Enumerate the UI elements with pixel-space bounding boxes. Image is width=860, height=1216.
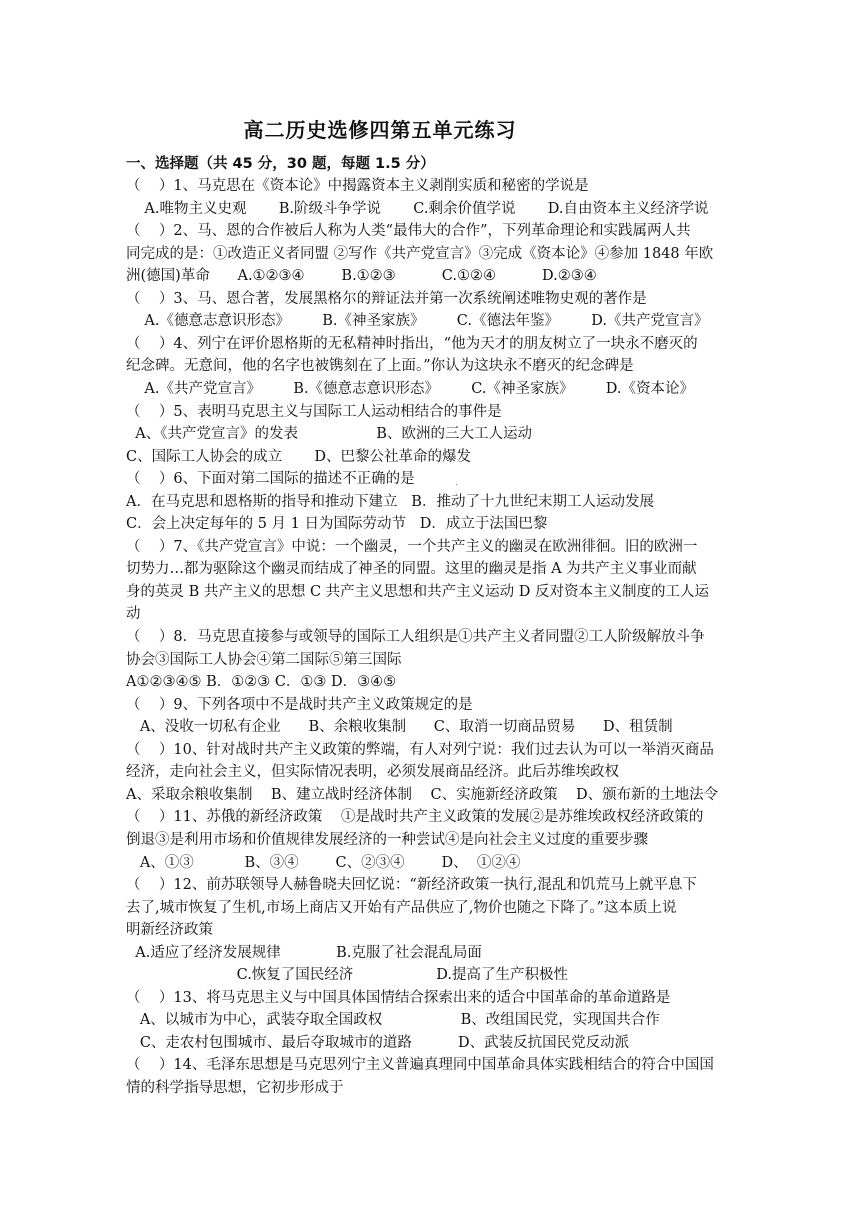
text-line: A、以城市为中心，武装夺取全国政权 B、改组国民党，实现国共合作 bbox=[126, 1012, 660, 1029]
text-line: 同完成的是：①改造正义者同盟 ②写作《共产党宣言》③完成《资本论》④参加 1848 年欧 bbox=[126, 245, 714, 262]
text-line: A、《共产党宣言》的发表 B、欧洲的三大工人运动 bbox=[126, 426, 532, 443]
text-line: C.恢复了国民经济 D.提高了生产积极性 bbox=[126, 967, 568, 984]
text-line: （ ）3、马、恩合著，发展黑格尔的辩证法并第一次系统阐述唯物史观的著作是 bbox=[126, 290, 647, 307]
text-line: （ ）13、将马克思主义与中国具体国情结合探索出来的适合中国革命的革命道路是 bbox=[126, 989, 671, 1006]
text-line: 协会③国际工人协会④第二国际⑤第三国际 bbox=[126, 651, 402, 668]
page-title: 高二历史选修四第五单元练习 bbox=[243, 118, 517, 142]
text-line: C、走农村包围城市、最后夺取城市的道路 D、武装反抗国民党反动派 bbox=[126, 1034, 630, 1051]
text-line: 明新经济政策 bbox=[126, 922, 213, 939]
stray-mark: . bbox=[455, 478, 458, 488]
text-line: （ ）1、马克思在《资本论》中揭露资本主义剥削实质和秘密的学说是 bbox=[126, 178, 589, 194]
text-line: （ ）11、苏俄的新经济政策 ①是战时共产主义政策的发展②是苏维埃政权经济政策的 bbox=[126, 809, 704, 826]
text-line: 经济，走向社会主义，但实际情况表明，必须发展商品经济。此后苏维埃政权 bbox=[126, 764, 619, 781]
text-line: （ ）2、马、恩的合作被后人称为人类“最伟大的合作”，下列革命理论和实践属两人共 bbox=[126, 223, 691, 240]
text-line: （ ）8．马克思直接参与或领导的国际工人组织是①共产主义者同盟②工人阶级解放斗争 bbox=[126, 629, 705, 645]
text-line: （ ）4、列宁在评价恩格斯的无私精神时指出，“他为天才的朋友树立了一块永不磨灭的 bbox=[126, 335, 698, 352]
text-line: 去了,城市恢复了生机,市场上商店又开始有产品供应了,物价也随之下降了。”这本质上说 bbox=[126, 899, 677, 916]
text-line: 洲(德国)革命 A.①②③④ B.①②③ C.①②④ D.②③④ bbox=[126, 268, 597, 285]
text-line: （ ）9、下列各项中不是战时共产主义政策规定的是 bbox=[126, 696, 473, 713]
text-line: 纪念碑。无意间，他的名字也被镌刻在了上面。”你认为这块永不磨灭的纪念碑是 bbox=[126, 358, 634, 375]
text-line: A、采取余粮收集制 B、建立战时经济体制 C、实施新经济政策 D、颁布新的土地法令 bbox=[126, 786, 719, 803]
section-heading: 一、选择题（共 45 分，30 题，每题 1.5 分） bbox=[126, 156, 435, 172]
text-line: 切势力…都为驱除这个幽灵而结成了神圣的同盟。这里的幽灵是指 A 为共产主义事业而献 bbox=[126, 561, 697, 578]
text-line: C．会上决定每年的 5 月 1 日为国际劳动节 D．成立于法国巴黎 bbox=[126, 516, 548, 533]
text-line: 倒退③是利用市场和价值规律发展经济的一种尝试④是向社会主义过度的重要步骤 bbox=[126, 831, 648, 848]
text-line: （ ）6、下面对第二国际的描述不正确的是 bbox=[126, 471, 415, 488]
text-line: 身的英灵 B 共产主义的思想 C 共产主义思想和共产主义运动 D 反对资本主义制度的工人运 bbox=[126, 583, 710, 600]
text-line: A.《德意志意识形态》 B.《神圣家族》 C.《德法年鉴》 D.《共产党宣言》 bbox=[126, 313, 709, 330]
text-line: （ ）10、针对战时共产主义政策的弊端，有人对列宁说：我们过去认为可以一举消灭商品 bbox=[126, 741, 714, 758]
text-line: 情的科学指导思想，它初步形成于 bbox=[126, 1080, 344, 1096]
text-line: （ ）7、《共产党宣言》中说：一个幽灵，一个共产主义的幽灵在欧洲徘徊。旧的欧洲一 bbox=[126, 538, 698, 555]
text-line: A、没收一切私有企业 B、余粮收集制 C、取消一切商品贸易 D、租赁制 bbox=[126, 719, 673, 736]
text-line: 动 bbox=[126, 606, 141, 623]
text-line: A．在马克思和恩格斯的指导和推动下建立 B．推动了十九世纪末期工人运动发展 bbox=[126, 493, 654, 510]
text-line: A.唯物主义史观 B.阶级斗争学说 C.剩余价值学说 D.自由资本主义经济学说 bbox=[126, 200, 709, 217]
text-line: A.《共产党宣言》 B.《德意志意识形态》 C.《神圣家族》 D.《资本论》 bbox=[126, 380, 694, 397]
text-line: A①②③④⑤ B．①②③ C．①③ D．③④⑤ bbox=[126, 674, 397, 691]
text-line: A.适应了经济发展规律 B.克服了社会混乱局面 bbox=[126, 944, 482, 961]
text-line: （ ）14、毛泽东思想是马克思列宁主义普遍真理同中国革命具体实践相结合的符合中国国 bbox=[126, 1057, 714, 1074]
text-line: （ ）12、前苏联领导人赫鲁晓夫回忆说：“新经济政策一执行,混乱和饥荒马上就平息下 bbox=[126, 877, 697, 894]
text-line: C、国际工人协会的成立 D、巴黎公社革命的爆发 bbox=[126, 448, 471, 465]
text-line: A、①③ B、③④ C、②③④ D、 ①②④ bbox=[126, 854, 521, 871]
text-line: （ ）5、表明马克思主义与国际工人运动相结合的事件是 bbox=[126, 403, 502, 420]
